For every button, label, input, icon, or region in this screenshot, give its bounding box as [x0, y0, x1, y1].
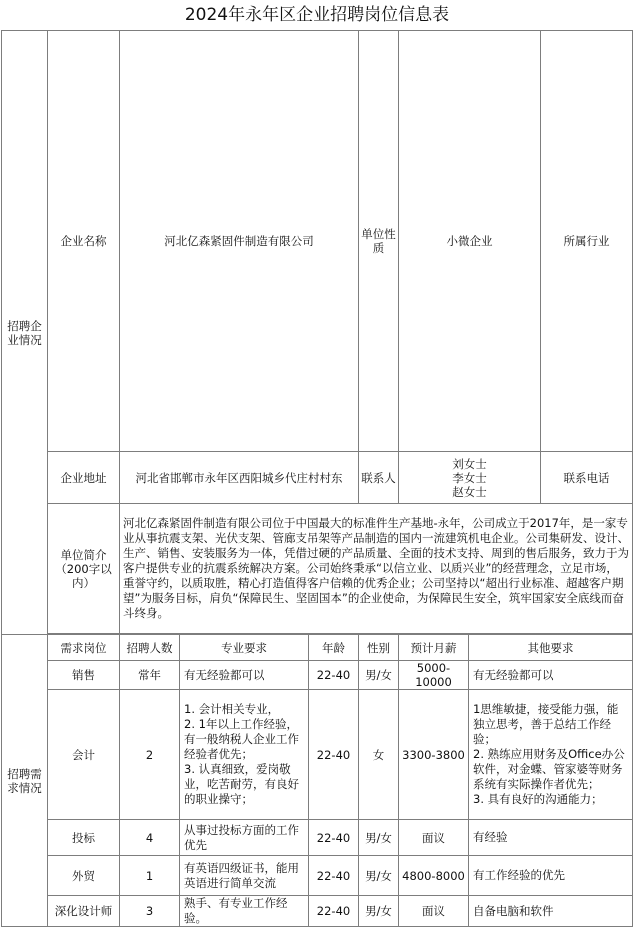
- job-other: 有经验: [469, 820, 633, 856]
- job-position: 会计: [48, 690, 120, 820]
- job-salary: 5000-10000: [399, 661, 469, 690]
- job-salary: 面议: [399, 820, 469, 856]
- company-intro-label: 单位简介（200字以内）: [48, 504, 120, 634]
- job-major: 从事过投标方面的工作优先: [180, 820, 309, 856]
- company-nature-label: 单位性质: [359, 31, 399, 452]
- job-count: 常年: [120, 661, 180, 690]
- job-other: 1思维敏捷，接受能力强，能独立思考，善于总结工作经验； 2. 熟练应用财务及Office办公软件，对金蝶、管家婆等财务系统有实际操作者优先； 3. 具有良好的沟通能力；: [469, 690, 633, 820]
- header-count: 招聘人数: [120, 635, 180, 661]
- job-other: 有工作经验的优先: [469, 856, 633, 896]
- company-phone-label: 联系电话: [541, 452, 633, 504]
- header-gender: 性别: [359, 635, 399, 661]
- company-industry-label: 所属行业: [541, 31, 633, 452]
- job-other: 自备电脑和软件: [469, 896, 633, 927]
- header-age: 年龄: [309, 635, 359, 661]
- job-age: 22-40: [309, 896, 359, 927]
- job-position: 深化设计师: [48, 896, 120, 927]
- section-jobs-label: 招聘需求情况: [2, 635, 48, 927]
- job-salary: 面议: [399, 896, 469, 927]
- table-row: [2, 896, 633, 927]
- section-company-label: 招聘企业情况: [2, 31, 48, 635]
- company-address: 河北省邯郸市永年区西阳城乡代庄村村东: [120, 452, 359, 504]
- job-count: 3: [120, 896, 180, 927]
- job-gender: 男/女: [359, 820, 399, 856]
- job-gender: 男/女: [359, 896, 399, 927]
- contact-3: 赵女士: [452, 484, 487, 499]
- job-age: 22-40: [309, 856, 359, 896]
- job-count: 1: [120, 856, 180, 896]
- job-age: 22-40: [309, 690, 359, 820]
- table-row: [2, 856, 633, 896]
- job-gender: 女: [359, 690, 399, 820]
- company-contact-label: 联系人: [359, 452, 399, 504]
- table-row: [2, 661, 633, 690]
- job-major: 有英语四级证书，能用英语进行简单交流: [180, 856, 309, 896]
- contact-1: 刘女士: [452, 456, 487, 471]
- company-contacts: [399, 452, 541, 504]
- job-position: 外贸: [48, 856, 120, 896]
- company-name-label: 企业名称: [48, 31, 120, 452]
- job-other: 有无经验都可以: [469, 661, 633, 690]
- table-row: [2, 820, 633, 856]
- company-intro: 河北亿森紧固件制造有限公司位于中国最大的标准件生产基地-永年，公司成立于2017年，是一家专业从事抗震支架、光伏支架、管廊支吊架等产品制造的国内一流建筑机电企业。公司集研发、设计、生产、销售、安装服务为一体，凭借过硬的产品质量、全面的技术支持、周到的售后服务，致力于为客户提供专业的抗震系统解决方案。公司始终秉承“以信立业、以质兴业”的经营理念，立足市场，重誉守约，以质取胜，精心打造值得客户信赖的优秀企业；公司坚持以“超出行业标准、超越客户期望”为服务目标，肩负“保障民生、坚固国本”的企业使命，为保障民生安全，筑牢国家安全底线而奋斗终身。: [120, 504, 633, 634]
- page-title: 2024年永年区企业招聘岗位信息表: [184, 5, 450, 25]
- job-gender: 男/女: [359, 856, 399, 896]
- job-position: 投标: [48, 820, 120, 856]
- job-major: 熟手、有专业工作经验。: [180, 896, 309, 927]
- company-name: 河北亿森紧固件制造有限公司: [120, 31, 359, 452]
- job-count: 4: [120, 820, 180, 856]
- company-address-label: 企业地址: [48, 452, 120, 504]
- job-major: 有无经验都可以: [180, 661, 309, 690]
- job-age: 22-40: [309, 820, 359, 856]
- company-nature: 小微企业: [399, 31, 541, 452]
- recruitment-table: [1, 30, 633, 927]
- header-major: 专业要求: [180, 635, 309, 661]
- job-gender: 男/女: [359, 661, 399, 690]
- header-salary: 预计月薪: [399, 635, 469, 661]
- table-row: [2, 690, 633, 820]
- contact-2: 李女士: [452, 470, 487, 485]
- job-count: 2: [120, 690, 180, 820]
- job-age: 22-40: [309, 661, 359, 690]
- job-salary: 3300-3800: [399, 690, 469, 820]
- job-salary: 4800-8000: [399, 856, 469, 896]
- job-major: 1. 会计相关专业， 2. 1年以上工作经验，有一般纳税人企业工作经验者优先； 3. 认真细致，爱岗敬业，吃苦耐劳，有良好的职业操守；: [180, 690, 309, 820]
- header-position: 需求岗位: [48, 635, 120, 661]
- job-position: 销售: [48, 661, 120, 690]
- header-other: 其他要求: [469, 635, 633, 661]
